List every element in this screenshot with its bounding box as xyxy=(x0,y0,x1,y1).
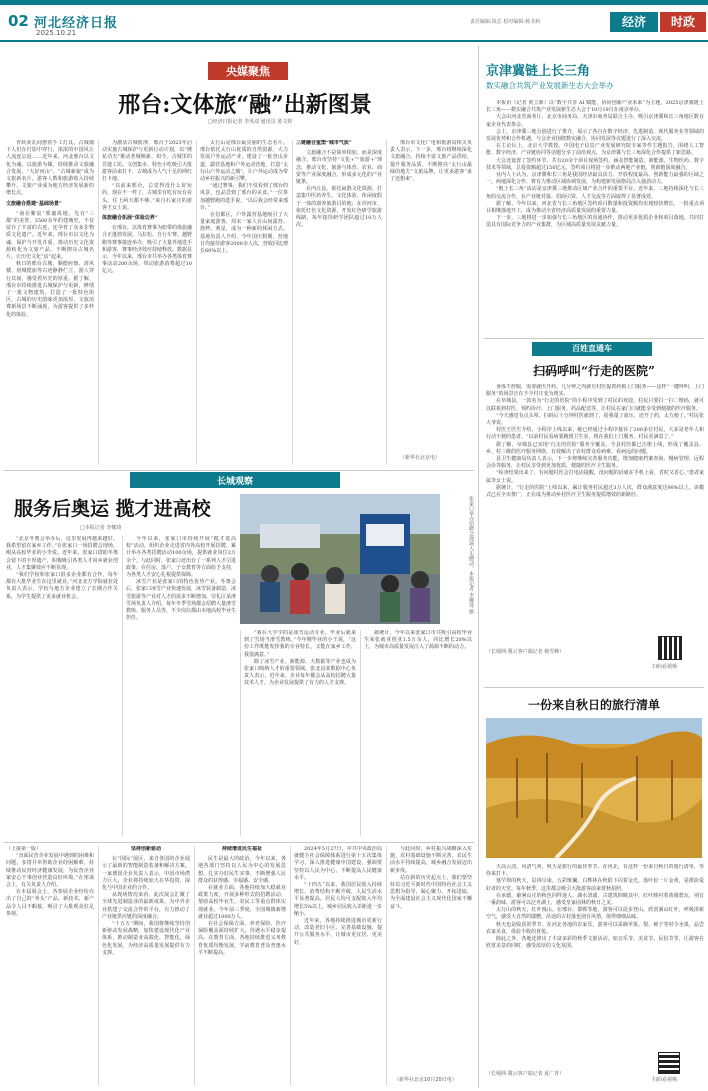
section-divider xyxy=(484,687,704,688)
masthead-rule xyxy=(0,40,708,42)
community-story xyxy=(482,340,706,685)
section-label-politics: 时政 xyxy=(660,12,706,32)
subheading: 文旅融合搭建“基础场景” xyxy=(6,200,62,207)
paragraph: 在本届展会上，各参展企业纷纷亮出了自己的“拳头”产品，新技术、新产品令人目不暇接，吸引了大批观众驻足参观。 xyxy=(6,889,94,917)
column-rule xyxy=(386,846,387,1086)
bottom-source: （新华社北京10月20日电） xyxy=(394,1077,457,1083)
section-label-economy: 经济 xyxy=(610,12,658,32)
main-col-1 xyxy=(6,140,94,465)
continued-note: （上接第一版） xyxy=(6,846,42,852)
travel-qr-code[interactable] xyxy=(658,1052,680,1074)
editor-credits: 责任编辑:钱芯 校对编辑:杨书莉 xyxy=(470,19,540,25)
main-source: （新华社北京电） xyxy=(400,455,441,461)
paragraph: 秋日的邢台古城，顺德府衙、清风楼、府城隍庙等古迹静静伫立，游人穿行其间，感受着历史的厚重。据了解，邢台市持续推进古城保护与更新，修缮了一批文物建筑，打造了一批特色街区，古城的历史韵味更加浓厚，文旅消费新场景不断涌现，为游客提供了多样化的体验。 xyxy=(6,261,94,318)
changcheng-headline: 服务后奥运 揽才进高校 xyxy=(14,498,211,520)
main-kicker: 央媒聚焦 xyxy=(226,65,270,78)
issue-date: 2025.10.21 xyxy=(36,29,77,37)
subheading: 持续增进民生福祉 xyxy=(221,846,262,852)
photo-caption: 张家口举办招聘会现场人头攒动。本报记者 李娜琦 摄 xyxy=(468,496,474,615)
main-col-4 xyxy=(296,140,382,465)
paragraph: 为激活古城肌理，邢台于2023年启动实施古城保护与更新行动计划，以“绣花功夫”推动老城焕新。如今，古城里的非遗工坊、文创集市、特色小吃吸引大批游客前来打卡，古城成为人气十足的网红打卡地。 xyxy=(102,140,192,183)
paragraph: 业内人士认为，京津冀和长三角是我国经济最具活力、开放程度最高、创新能力最强的区域之一，两地深化合作，将有力推动区域协调发展，为构建新发展格局注入强劲动力。 xyxy=(486,172,704,186)
page-number: 02 xyxy=(8,12,29,30)
paragraph: 冰雪产业是张家口的特色优势产业。冬奥会后，张家口冰雪产业快速发展，冰雪装备制造、冰雪旅游等产业对人才的需求不断增加。崇礼区某滑雪场负责人介绍，每年冬季雪场都会招聘大量滑雪教练、服务人员等，不少岗位都由本地高校毕业生担任。 xyxy=(126,579,236,622)
changcheng-col-1 xyxy=(6,536,118,836)
bottom-col-4 xyxy=(294,846,382,1086)
paragraph: 据了解，阜城县已实现“行走的医院”服务全覆盖，全县村医都已注册上线，形成了覆盖县、乡、村三级的医疗服务网络，有效解决了农村群众看病难、看病远的问题。 xyxy=(486,441,704,455)
paragraph: 在承德，避暑山庄的秋色同样迷人。湖水清澈，古建筑倒映其中，红叶映衬着黄墙碧瓦，别有一番韵味。游客可以泛舟湖上，感受皇家园林的秋日之美。 xyxy=(486,892,704,907)
paragraph: 村医王医生介绍，小程序上线以来，她已经通过小程序接诊了200多位村民，大多是老年人和行动不便的患者。“以前村民看病要跑到卫生室，现在我们上门服务，村民更满意了。” xyxy=(486,427,704,441)
main-story xyxy=(0,44,476,469)
paragraph: 太行山是邢台最亮丽的生态名片。邢台依托太行山优质的自然资源，大力发展户外运动产业，建设了一批登山步道、露营基地和户外运动营地，打造“太行山户外运动之城”，让户外运动成为带动乡村振兴的新引擎。 xyxy=(200,140,288,183)
paragraph: 民生是最大的政治。今年以来，各地各部门坚持以人民为中心的发展思想，扎实办好民生实事，不断增强人民群众的获得感、幸福感、安全感。 xyxy=(198,856,286,884)
main-col-2 xyxy=(102,140,192,465)
bottom-col-3 xyxy=(198,846,286,1086)
changcheng-col-3 xyxy=(244,630,356,836)
paragraph: “通过赛事，我们不仅看到了邢台的风景，也品尝到了邢台的美食。”一位参加越野跑的选手说，“以后我会经常来邢台。” xyxy=(200,183,288,211)
job-fair-photo-art xyxy=(240,494,440,624)
jing-deck: 数实融合共筑产业发展新生态大会举办 xyxy=(486,81,614,90)
job-fair-photo xyxy=(240,494,440,624)
jing-story xyxy=(482,46,706,336)
paragraph: “链上长三角”活动是京津冀三地推动区域产业合作的重要平台。近年来，三地持续深化与长三角的交流合作，在产业链对接、招商引资、人才交流等方面取得了显著成效。 xyxy=(486,186,704,200)
community-qr-code[interactable] xyxy=(658,636,682,660)
community-headline: 扫码呼叫“行走的医院” xyxy=(533,364,655,378)
paragraph: 在就业方面，各地持续加大稳就业政策力度，开展多种形式的招聘活动，帮助高校毕业生、农民工等重点群体实现就业。今年前三季度，全国城镇新增就业超过1000万人。 xyxy=(198,885,286,920)
column-rule xyxy=(240,630,241,836)
paragraph: “南在紫宸”邢襄故地，先有“三都”的美誉。3500余年的建城史，不仅留存了丰富的古迹，还孕育了众多非物质文化遗产。近年来，邢台市以文化为魂，保护与开发并重，推动历史文化资源转化为文旅产品，不断擦亮古城名片，让历史文化“活”起来。 xyxy=(6,210,94,261)
paragraph: 身体不舒服，需要就医开药，几分钟之内就有村医提着药箱上门服务——这样“一键呼叫、上门服务”的场景正在不少村庄变为现实。 xyxy=(486,384,704,398)
paragraph: 在信都区，户外露营基地吸引了大量家庭游客，周末一家人在山间露营、烧烤、观星，成为一种新的休闲方式。基地负责人介绍，今年国庆假期，营地日均接待游客2000余人次，营收同比增长60%以上。 xyxy=(200,212,288,255)
paragraph: 在邢台，以体育赛事为纽带的体旅融合正蓬勃发展。马拉松、自行车赛、越野跑等赛事接连举办，吸引了大量外地选手和游客，赛事经济效应持续释放。数据显示，今年以来，邢台市共举办各类体育赛事活动200余场，带动旅游消费超过10亿元。 xyxy=(102,225,192,275)
community-qr-caption: 扫码看视频 xyxy=(652,664,678,670)
changcheng-section xyxy=(0,472,476,840)
changcheng-col-2 xyxy=(126,536,236,836)
paragraph: 太行山的秋天，红叶漫山。在邢台、邯郸等地，游客可以徒步登山，欣赏满山红叶，呼吸清新空气，感受大自然的馈赠。沿途的古村落也别有风情，值得细细品味。 xyxy=(486,907,704,921)
masthead xyxy=(0,0,708,42)
section-divider xyxy=(4,470,474,471)
paragraph: 秋天也是收获的季节。在河北各地的农家乐，游客可以采摘苹果、梨、柿子等时令水果，品尝农家美食，体验丰收的喜悦。 xyxy=(486,921,704,935)
column-rule xyxy=(360,630,361,836)
column-rule xyxy=(386,140,387,465)
column-rule xyxy=(292,140,293,465)
paragraph: 会上，京津冀三地分别进行了推介，展示了各自在数字经济、先进制造、现代服务业等领域的发展优势和合作机遇，与会企业围绕数实融合、协同发展等议题进行了深入交流。 xyxy=(486,128,704,143)
paragraph: 除此之外，各地还推出了丰富多彩的秋季文旅活动，如音乐节、美食节、民俗节等，让游客在欣赏美景的同时，感受浓厚的文化氛围。 xyxy=(486,936,704,950)
column-rule xyxy=(98,846,99,1086)
paragraph: 2024年5月27日，中共中央政治局就健全社会保障体系进行第十五次集体学习，深入推进健康中国建设，强调要坚持以人民为中心，不断提高人民健康水平。 xyxy=(294,846,382,881)
main-byline: □经济日报记者 李凤双 通讯员 蓝文婷 xyxy=(207,119,293,125)
paragraph: 在主论坛上，北京大学教授、中国电子信息产业发展研究院专家等作主题报告，围绕人工智能、数字经济、产业链协同等话题分享了前沿观点，为京津冀与长三角深化合作提供了新思路。 xyxy=(486,143,704,157)
paragraph: 大会还设置了签约环节，共有20余个项目现场签约，涵盖智能制造、新能源、生物医药、数字技术等领域，总投资额超过150亿元，签约项目将进一步推动两地产业链、创新链深度融合。 xyxy=(486,157,704,171)
paragraph: “以前来邢台，总觉得没什么好玩的，现在不一样了，古城里有吃有玩有看头，住上两天都不够。”来自石家庄的游客王女士说。 xyxy=(102,183,192,211)
changcheng-byline: □本报记者 李娜琦 xyxy=(80,525,122,531)
paragraph: 据统计，今年以来张家口市共吸引高校毕业生来张就业创业1.5万余人，同比增长20%以上，为城市高质量发展注入了源源不断的动力。 xyxy=(364,630,472,651)
paragraph: 下一步，三地将进一步加强与长三角地区的沟通协作，推动更多优质企业和项目落地，共同打造具有国际竞争力的产业集群，为区域高质量发展贡献力量。 xyxy=(486,215,704,229)
bottom-col-1 xyxy=(6,846,94,1086)
autumn-forest-photo xyxy=(486,718,702,858)
section-divider xyxy=(4,842,474,843)
paragraph: 从现场情况来看，此次展会汇聚了全球先进制造业的最新成果，为中外企业搭建了交流合作的平台，有力推动了产业链供应链的深度融合。 xyxy=(102,892,190,920)
masthead-top-bar xyxy=(0,0,708,5)
bottom-story xyxy=(0,846,476,1088)
paragraph: 近年来，各地持续推进城市更新行动，改造老旧小区、完善基础设施、提升公共服务水平，让城市更宜居、更美好。 xyxy=(294,918,382,946)
main-col-3 xyxy=(200,140,288,465)
paragraph: 在内丘县，依托扁鹊文化资源，打造集中医药养生、文化体验、休闲度假于一体的康养旅游目的地；在沙河市，依托红色文化资源，开发红色研学旅游线路，每年接待研学团队超过10万人次。 xyxy=(296,186,382,229)
paragraph: 与此同时，乡村振兴战略深入实施，农村基础设施不断完善，农民生活水平持续提高，城乡融合发展迈出新步伐。 xyxy=(390,846,472,874)
subheading: 体旅融合拓展“体验边界” xyxy=(102,215,158,222)
paragraph: 据了解，今年以来，河北省与长三角地区签约项目数量和投资额均实现较快增长，一批重点项目相继落地开工，成为推动全省经济高质量发展的重要力量。 xyxy=(486,200,704,215)
section-divider xyxy=(484,338,704,339)
paragraph: 除了冰雪产业，新能源、大数据等产业也成为张家口吸纳人才的重要领域。张北县某数据中心负责人表示，近年来，企业每年都会从高校招聘大量技术人才，为企业发展提供了有力的人才支撑。 xyxy=(244,658,356,687)
paragraph: 在社会保障方面，养老保险、医疗保险覆盖面持续扩大，待遇水平稳步提高。在教育方面，各地持续推进义务教育优质均衡发展，学前教育普及普惠水平不断提高。 xyxy=(198,921,286,956)
main-col-5 xyxy=(390,140,472,452)
travel-source: （长城网·冀云客户端记者 夏广青） xyxy=(486,1071,565,1077)
paragraph: 据统计，“行走的医院”上线以来，累计服务村民超过3万人次，群众满意度达98%以上。该模式已在全市推广，正在成为推动乡村医疗卫生服务提质增效的新路径。 xyxy=(486,484,704,499)
column-rule xyxy=(194,846,195,1086)
changcheng-col-4 xyxy=(364,630,472,836)
community-tag: 百姓直通车 xyxy=(572,344,612,353)
community-source: （长城网·冀云客户端记者 杨雪峰） xyxy=(486,649,565,655)
community-body xyxy=(486,384,704,642)
jing-body xyxy=(486,100,704,334)
column-rule xyxy=(98,140,99,465)
paragraph: 塞罕坝的秋天，层林尽染，五彩斑斓。白桦林在秋阳下闪着金光，落叶松一片金黄，是摄影爱好者的天堂。每年秋季，这里都会吸引大批游客前来赏秋拍照。 xyxy=(486,878,704,892)
paragraph: 今年以来，张家口市持续开展“揽才进高校”活动，组织企业走进省内外高校开展招聘，累计举办各类招聘活动100余场，提供就业岗位2万余个。与此同时，张家口还出台了一系列人才引进政策，在住房、落户、子女教育等方面给予支持，为各类人才安心扎根提供保障。 xyxy=(126,536,236,579)
paragraph: 天高云淡，风清气爽，秋天是旅行的最佳季节。在河北，有这样一份来自秋日的旅行清单，等你来打卡。 xyxy=(486,864,704,878)
page-column-rule xyxy=(478,46,479,1088)
column-rule xyxy=(196,140,197,465)
subheading: 三链融合重塑“城市气质” xyxy=(296,140,352,146)
paragraph: “今天感觉有点头晕，扫码后十分钟村医就到了，给我量了血压，还开了药，太方便了。”村民张大爷说。 xyxy=(486,412,704,427)
paragraph: “直面民营企业发展中遇到的困难和问题，多措并举帮助企业纾困解难，持续推动民营经济健康发展，为民营企业家安心干事创业营造良好环境。”在座谈会上，有关负责人介绍。 xyxy=(6,853,94,889)
paragraph: “我们学校和张家口很多企业都有合作，每年都有大批毕业生在这里就业。”河北北方学院就业处负责人表示，学校与地方企业建立了长期合作关系，为学生提供了更多就业机会。 xyxy=(6,572,118,600)
paragraph: 邢台市文化广电和旅游局相关负责人表示，下一步，邢台将继续深化文旅融合，持续丰富文旅产品供给，提升服务品质，不断擦亮“太行山最绿的地方”文旅品牌，让更多游客“来了还想来”。 xyxy=(390,140,472,183)
paragraph: “十五五”期间，我国将继续坚持创新驱动发展战略，加快建设现代化产业体系，推动制造业高端化、智能化、绿色化发展，为经济高质量发展提供有力支撑。 xyxy=(102,921,190,956)
subheading: 坚持创新驱动 xyxy=(130,846,161,852)
jing-headline: 京津冀链上长三角 xyxy=(486,64,591,79)
bottom-col-2 xyxy=(102,846,190,1086)
travel-body xyxy=(486,864,704,1060)
main-headline: 邢台:文体旅“融”出新图景 xyxy=(118,92,372,118)
paragraph: “我在大学学的是冰雪运动专业，毕业后就来到了雪场当滑雪教练。”今年刚毕业的小王说，“这份工作既能发挥我的专业特长，又能在家乡工作，我很满意。” xyxy=(244,630,356,658)
autumn-forest-photo-art xyxy=(486,718,702,858)
paper-name: 河北经济日报 xyxy=(34,16,119,31)
paragraph: 在“国际”展区，来自各国的企业展示了最新的智能制造装备和解决方案。一家德国企业负责人表示，中国市场潜力巨大，企业将持续加大在华投资，深化与中国企业的合作。 xyxy=(102,856,190,892)
paragraph: 本报讯（记者 黄立新）以“数字共享 AI 赋能，协同创新产业未来”为主题，2025京津冀链上长三角——数实融合共筑产业发展新生态大会于10月19日在南京举办。 xyxy=(486,100,704,114)
paragraph: 文旅融合不是简单相加，而是深度融合。邢台市坚持“文化+”“旅游+”理念，推动文化、旅游与体育、农业、商贸等产业深度融合，形成多元化的产业链条。 xyxy=(296,150,382,186)
paragraph: “十四五”以来，我国居民收入持续增长，消费结构不断升级，人民生活水平显著提高。居民人均可支配收入年均增长5%以上，城乡居民收入差距进一步缩小。 xyxy=(294,882,382,917)
changcheng-tag: 长城观察 xyxy=(216,477,253,487)
paragraph: “北京冬奥会举办后，这里发展得越来越好，我希望留在家乡工作。”在张家口一场招聘会现场，刚从高校毕业的小李说。近年来，张家口借助冬奥会留下的丰厚遗产，积极吸引各类人才回乡就业创业，人才集聚效应不断显现。 xyxy=(6,536,118,571)
column-rule xyxy=(290,846,291,1086)
travel-qr-caption: 扫码看视频 xyxy=(652,1077,678,1083)
travel-headline: 一份来自秋日的旅行清单 xyxy=(527,698,660,712)
paragraph: 大会由河北省商务厅、北京市商务局、天津市商务局联合主办，吸引京津冀和长三角地区数百家企业代表参会。 xyxy=(486,114,704,128)
column-rule xyxy=(122,536,123,836)
paragraph: “检查结果出来了，有问题村医会打电话提醒，没问题的话就在手机上看，省时又省心。”患者家属李女士说。 xyxy=(486,470,704,484)
bottom-col-5 xyxy=(390,846,472,1074)
travel-story xyxy=(482,690,706,1088)
paragraph: 青砖灰瓦间摆着手工灯具，古城墙下人们在灯影中穿行，浓浓的中国风让人流连忘返……近年来，河北邢台以文化为魂、以旅游为媒，持续推动文旅融合发展，“大好河山”、“古城新貌”成为文旅新名片，游客人数和旅游收入持续攀升，文旅产业成为地方经济发展新的增长点。 xyxy=(6,140,94,197)
paragraph: 站在新的历史起点上，我们要坚持以习近平新时代中国特色社会主义思想为指导，凝心聚力、开拓进取，为全面建设社会主义现代化国家不懈奋斗。 xyxy=(390,874,472,910)
paragraph: 在阜城县，一款名为“行走的医院”的小程序受到了村民的欢迎。村民只要扫一扫二维码，就可以联系到村医，预约诊疗、上门服务、药品配送等，让村民在家门口就能享受到便捷的医疗服务。 xyxy=(486,398,704,412)
paragraph: 县卫生健康局负责人表示，下一步将继续完善服务功能，增加健康档案查询、慢病管理、远程会诊等服务，让村民享受到更加优质、便捷的医疗卫生服务。 xyxy=(486,456,704,470)
